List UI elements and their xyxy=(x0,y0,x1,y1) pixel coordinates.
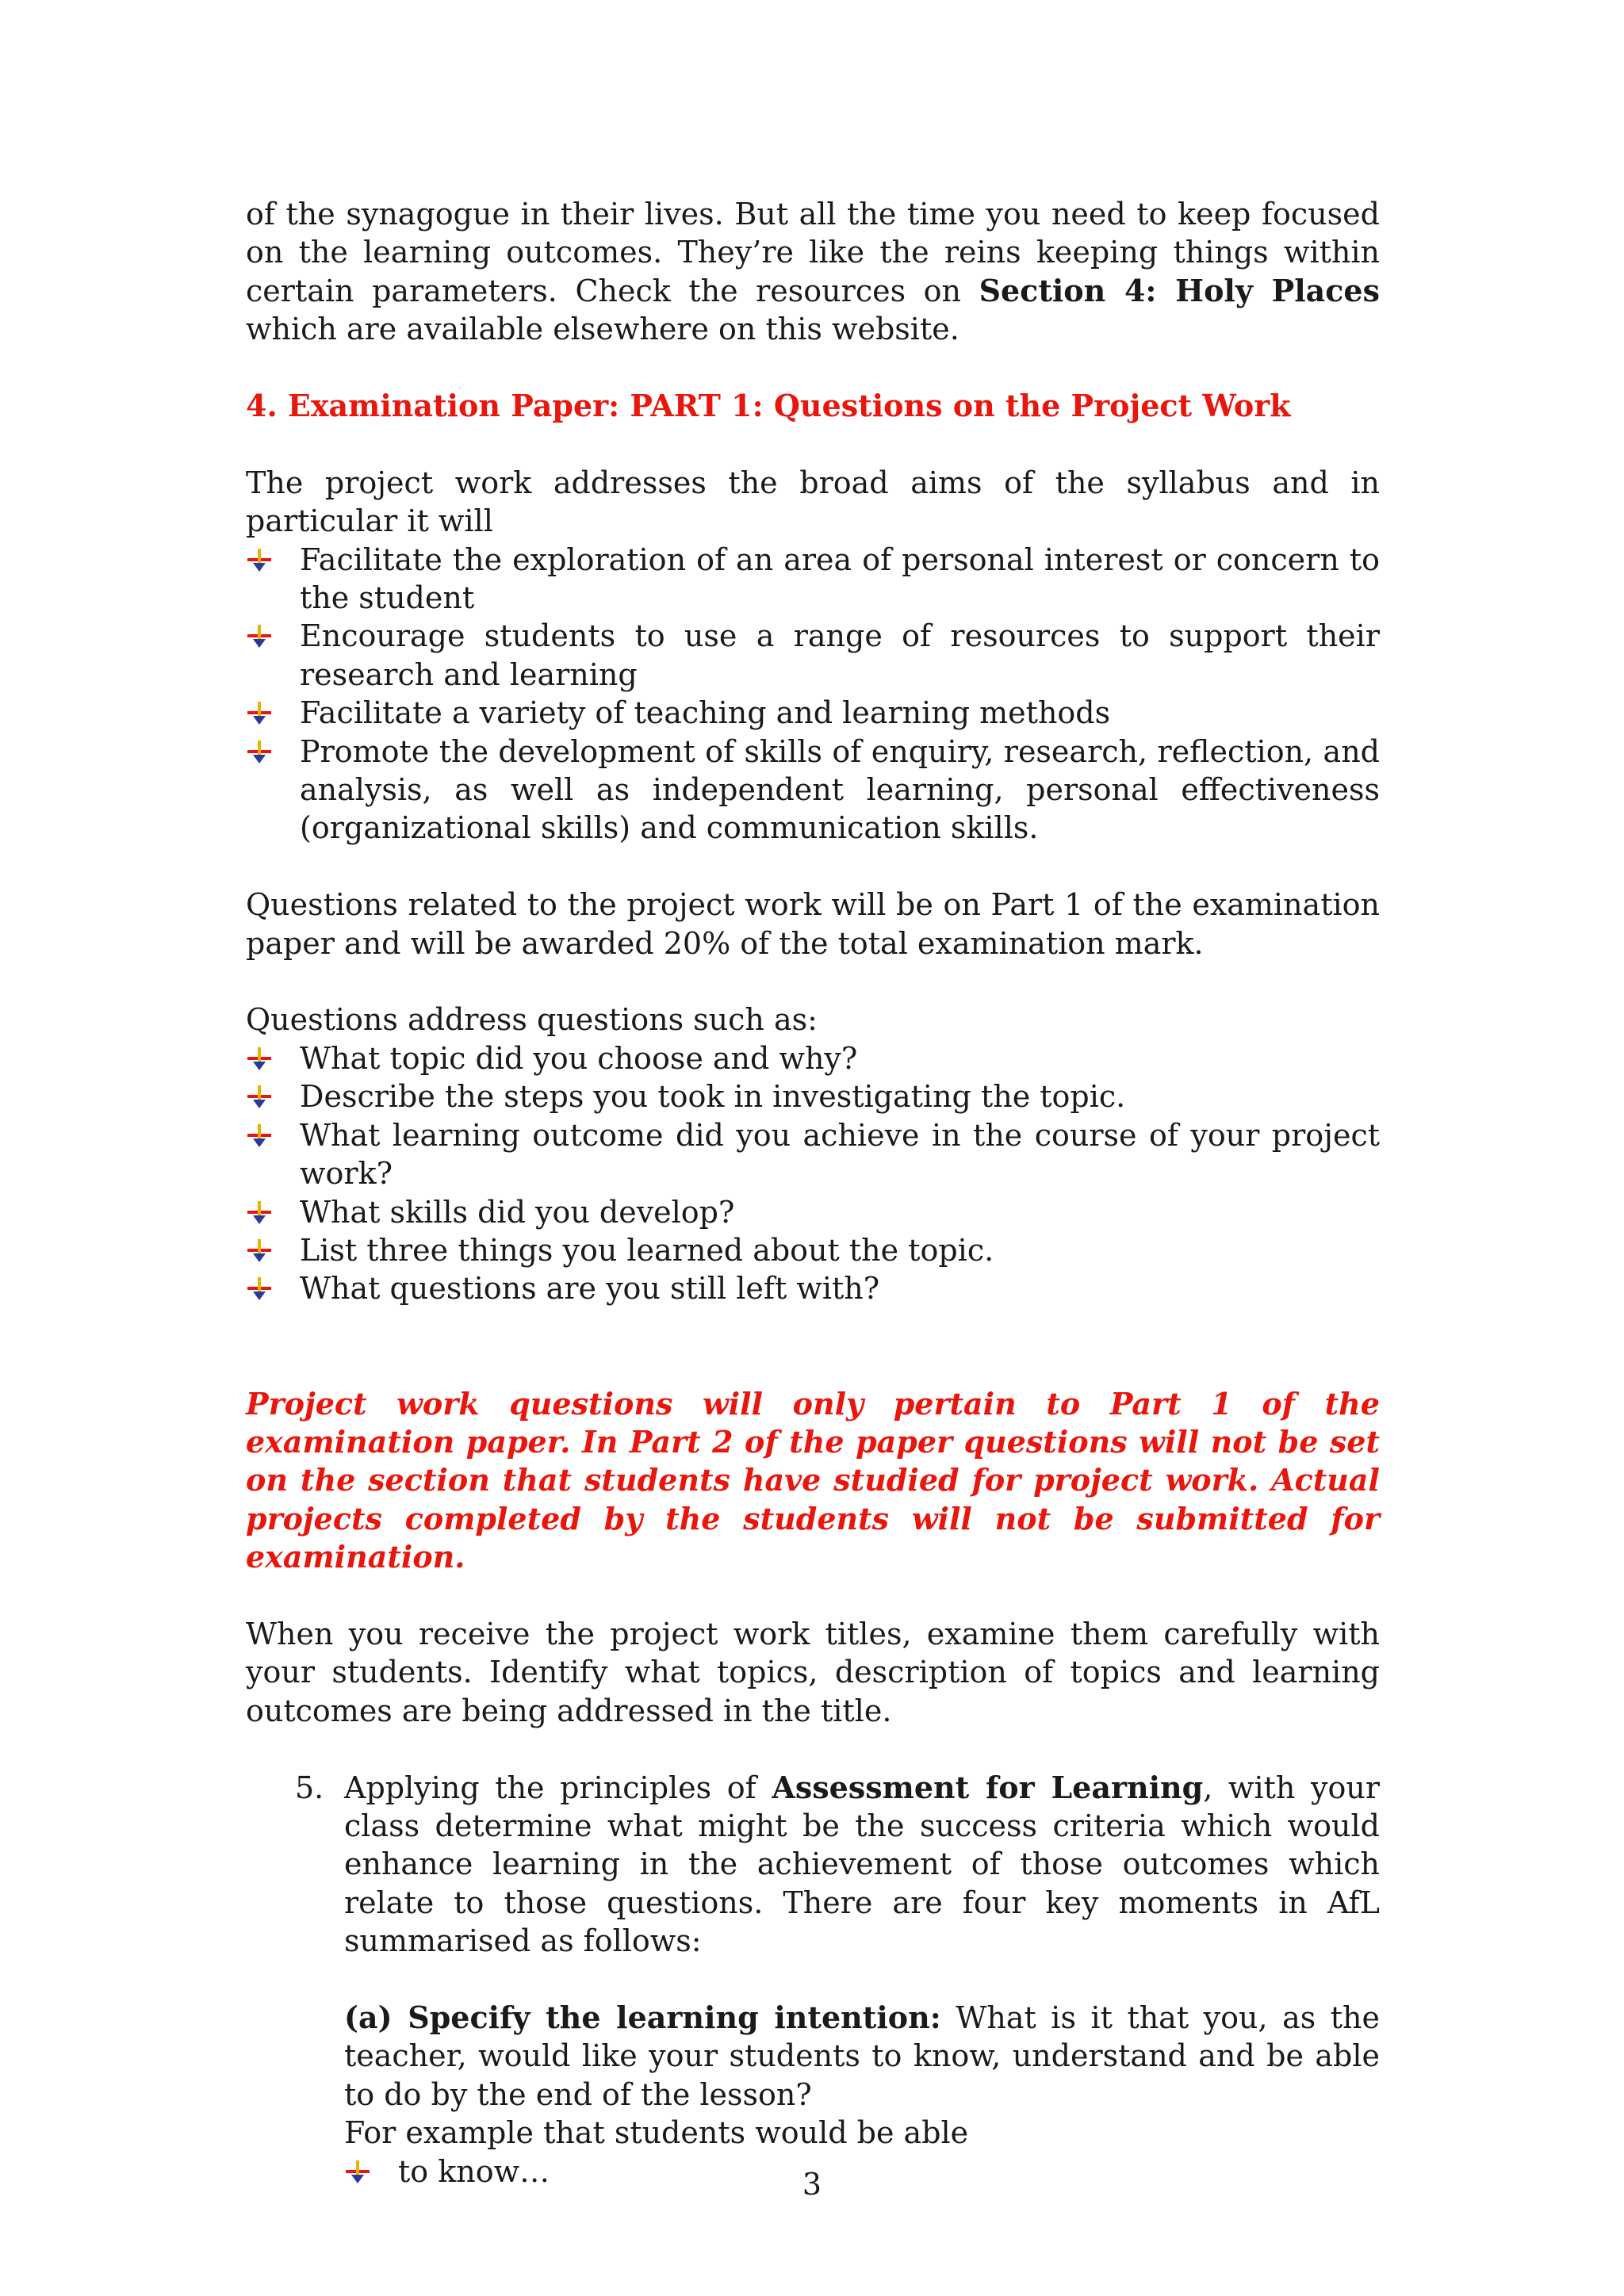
intro-paragraph xyxy=(246,195,1380,349)
part1-note: Questions related to the project work will be on Part 1 of the examination paper and will be awarded 20% of the total examination mark. xyxy=(246,887,1380,961)
intro-line-1: of the synagogue in their lives. But all the time you need to keep focused on the xyxy=(246,197,1380,270)
item-number: 5. xyxy=(295,1770,324,1805)
down-arrow-cross-bullet-icon xyxy=(247,625,271,649)
document-page xyxy=(246,195,1380,2191)
intro-line-4: elsewhere on this website. xyxy=(553,312,959,347)
sub-item-label: (a) Specify the learning intention: xyxy=(344,1999,941,2035)
list-item: to know… xyxy=(344,2152,1380,2191)
down-arrow-cross-bullet-icon xyxy=(247,1239,271,1263)
aims-intro: The project work addresses the broad aims of the syllabus and in particular it will xyxy=(246,465,1380,539)
titles-note: When you receive the project work titles, examine them carefully with your students. Identify what topics, description of topics and learning outcomes are being addressed in the title. xyxy=(246,1616,1380,1728)
spacer xyxy=(246,1308,1380,1385)
list-item: Promote the development of skills of enquiry, research, reflection, and analysis, as well as independent learning, personal effectiveness (organizational skills) and communication skills. xyxy=(246,733,1380,848)
list-item: What questions are you still left with? xyxy=(246,1269,1380,1307)
intro-line-3-post: which are available xyxy=(246,312,544,347)
spacer xyxy=(246,425,1380,463)
list-item: What skills did you develop? xyxy=(246,1193,1380,1231)
example-line: For example that students would be able xyxy=(344,2115,969,2151)
exam-warning: Project work questions will only pertain to Part 1 of the examination paper. In Part 2 of the paper questions will not be set on the section that students have studied for project work. Actual projects completed by the students will not be submitted for examination. xyxy=(246,1385,1380,1575)
questions-list xyxy=(246,1039,1380,1308)
aims-list xyxy=(246,541,1380,848)
list-item: What learning outcome did you achieve in the course of your project work? xyxy=(246,1116,1380,1193)
numbered-item-5 xyxy=(246,1769,1380,1961)
down-arrow-cross-bullet-icon xyxy=(247,1124,271,1148)
list-item: Facilitate the exploration of an area of personal interest or concern to the student xyxy=(246,541,1380,618)
spacer xyxy=(246,349,1380,387)
spacer xyxy=(246,848,1380,886)
section-reference: Section 4: Holy Places xyxy=(979,272,1380,308)
spacer xyxy=(246,1577,1380,1615)
down-arrow-cross-bullet-icon xyxy=(247,740,271,764)
spacer xyxy=(246,1961,1380,1999)
section-heading: 4. Examination Paper: PART 1: Questions on the Project Work xyxy=(246,388,1291,424)
questions-intro: Questions address questions such as: xyxy=(246,1002,818,1038)
sub-item-a xyxy=(246,1999,1380,2191)
down-arrow-cross-bullet-icon xyxy=(247,549,271,572)
list-item: Facilitate a variety of teaching and learning methods xyxy=(246,694,1380,732)
page-number: 3 xyxy=(802,2167,822,2202)
down-arrow-cross-bullet-icon xyxy=(247,1047,271,1071)
down-arrow-cross-bullet-icon xyxy=(247,1277,271,1301)
list-item: List three things you learned about the topic. xyxy=(246,1231,1380,1269)
afl-paragraph: Applying the principles of Assessment for Learning, with your class determine what might be the success criteria which would enhance learning in the achievement of those outcomes which relate to those questions. There are four key moments in AfL summarised as follows: xyxy=(344,1769,1380,1959)
list-item: Describe the steps you took in investigating the topic. xyxy=(246,1077,1380,1115)
list-item: What topic did you choose and why? xyxy=(246,1039,1380,1077)
intro-line-3-pre: parameters. Check the resources on xyxy=(372,273,979,308)
down-arrow-cross-bullet-icon xyxy=(247,1201,271,1225)
spacer xyxy=(246,1730,1380,1768)
down-arrow-cross-bullet-icon xyxy=(247,1085,271,1109)
down-arrow-cross-bullet-icon xyxy=(247,702,271,725)
afl-term: Assessment for Learning xyxy=(772,1769,1204,1805)
spacer xyxy=(246,962,1380,1001)
learning-intention: (a) Specify the learning intention: What is it that you, as the teacher, would like your students to know, understand and be able to do by the end of the lesson? xyxy=(344,1999,1380,2112)
list-item: Encourage students to use a range of resources to support their research and learning xyxy=(246,617,1380,694)
intro-line-2: learning outcomes. They’re like the reins keeping things within certain xyxy=(246,235,1380,308)
